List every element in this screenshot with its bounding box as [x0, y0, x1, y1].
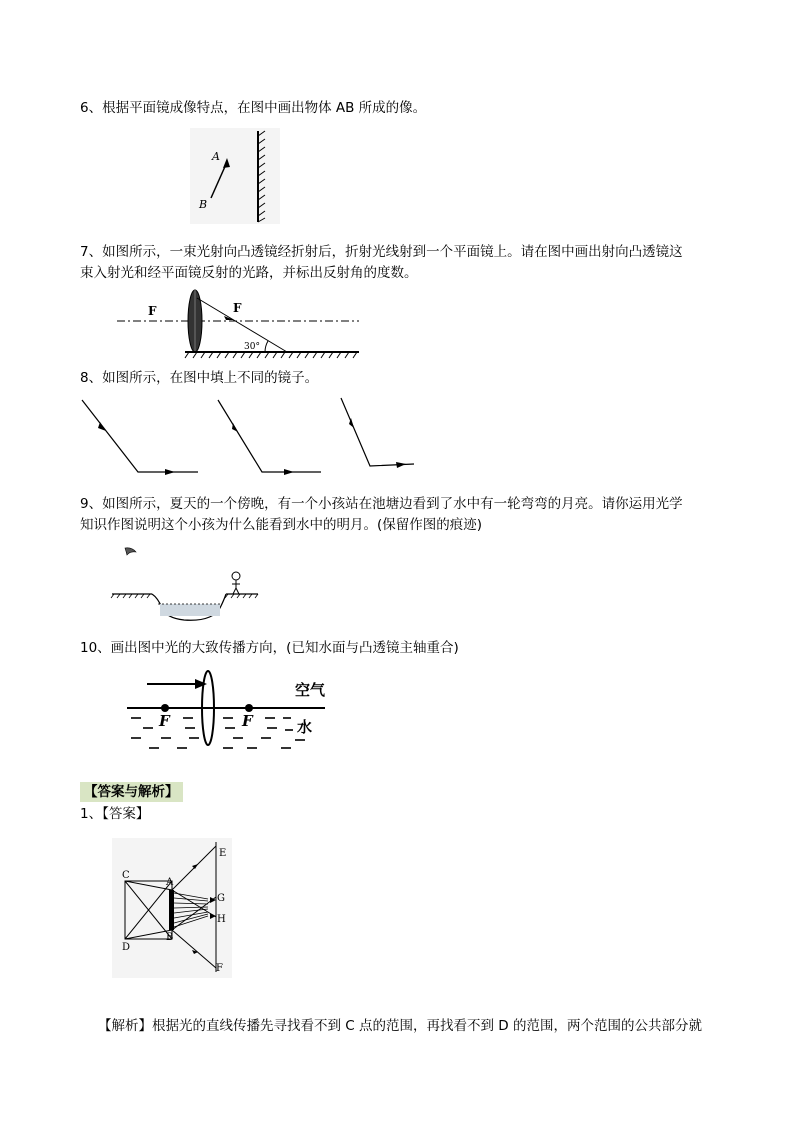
child-figure [232, 572, 240, 594]
q9-figure [110, 544, 260, 626]
q6-text: 6、根据平面镜成像特点，在图中画出物体 AB 所成的像。 [80, 100, 427, 116]
focus-right-label: F [233, 301, 242, 315]
focus-right-label: F [242, 712, 253, 730]
answer1-figure [112, 838, 232, 978]
angle-label: 30° [244, 342, 260, 352]
q10-figure [125, 668, 340, 752]
air-label: 空气 [295, 681, 326, 699]
q8-text: 8、如图所示，在图中填上不同的镜子。 [80, 370, 319, 386]
q8-figure [80, 396, 420, 478]
label-a: A [212, 150, 220, 163]
moon-icon [125, 548, 136, 555]
refracted-ray [197, 298, 287, 352]
focus-point-left [161, 704, 169, 712]
focus-point-right [245, 704, 253, 712]
point-g-label: G [217, 893, 225, 904]
obstacle [169, 890, 174, 930]
point-d-label: D [122, 942, 131, 953]
light-path-3 [341, 398, 414, 466]
answer1-label: 1、【答案】 [80, 806, 150, 822]
label-b: B [199, 198, 208, 211]
light-path-1 [82, 400, 198, 472]
light-path-2 [218, 400, 321, 472]
point-e-label: E [219, 848, 227, 859]
focus-left-label: F [159, 712, 170, 730]
point-b-label: B [166, 932, 174, 943]
pond-water [160, 604, 220, 616]
point-f-label: F [216, 963, 223, 974]
answer1-analysis: 【解析】根据光的直线传播先寻找看不到 C 点的范围，再找看不到 D 的范围，两个范围的公共部分就 [98, 1018, 702, 1034]
answers-heading: 【答案与解析】 [80, 782, 183, 802]
q7-text-line2: 束入射光和经平面镜反射的光路，并标出反射角的度数。 [80, 265, 418, 281]
point-c-label: C [122, 870, 130, 881]
water-label: 水 [297, 718, 313, 736]
q9-text-line2: 知识作图说明这个小孩为什么能看到水中的明月。(保留作图的痕迹) [80, 517, 483, 533]
q6-figure [190, 128, 280, 224]
q7-figure [115, 288, 361, 360]
water-dashes [131, 718, 305, 748]
point-a-label: A [166, 877, 174, 888]
focus-left-label: F [148, 304, 157, 318]
q7-text-line1: 7、如图所示，一束光射向凸透镜经折射后，折射光线射到一个平面镜上。请在图中画出射向凸透镜这 [80, 244, 683, 260]
q10-text: 10、画出图中光的大致传播方向，(已知水面与凸透镜主轴重合) [80, 640, 459, 656]
q9-text-line1: 9、如图所示，夏天的一个傍晚，有一个小孩站在池塘边看到了水中有一轮弯弯的月亮。请你运用光学 [80, 496, 683, 512]
point-h-label: H [217, 914, 226, 925]
